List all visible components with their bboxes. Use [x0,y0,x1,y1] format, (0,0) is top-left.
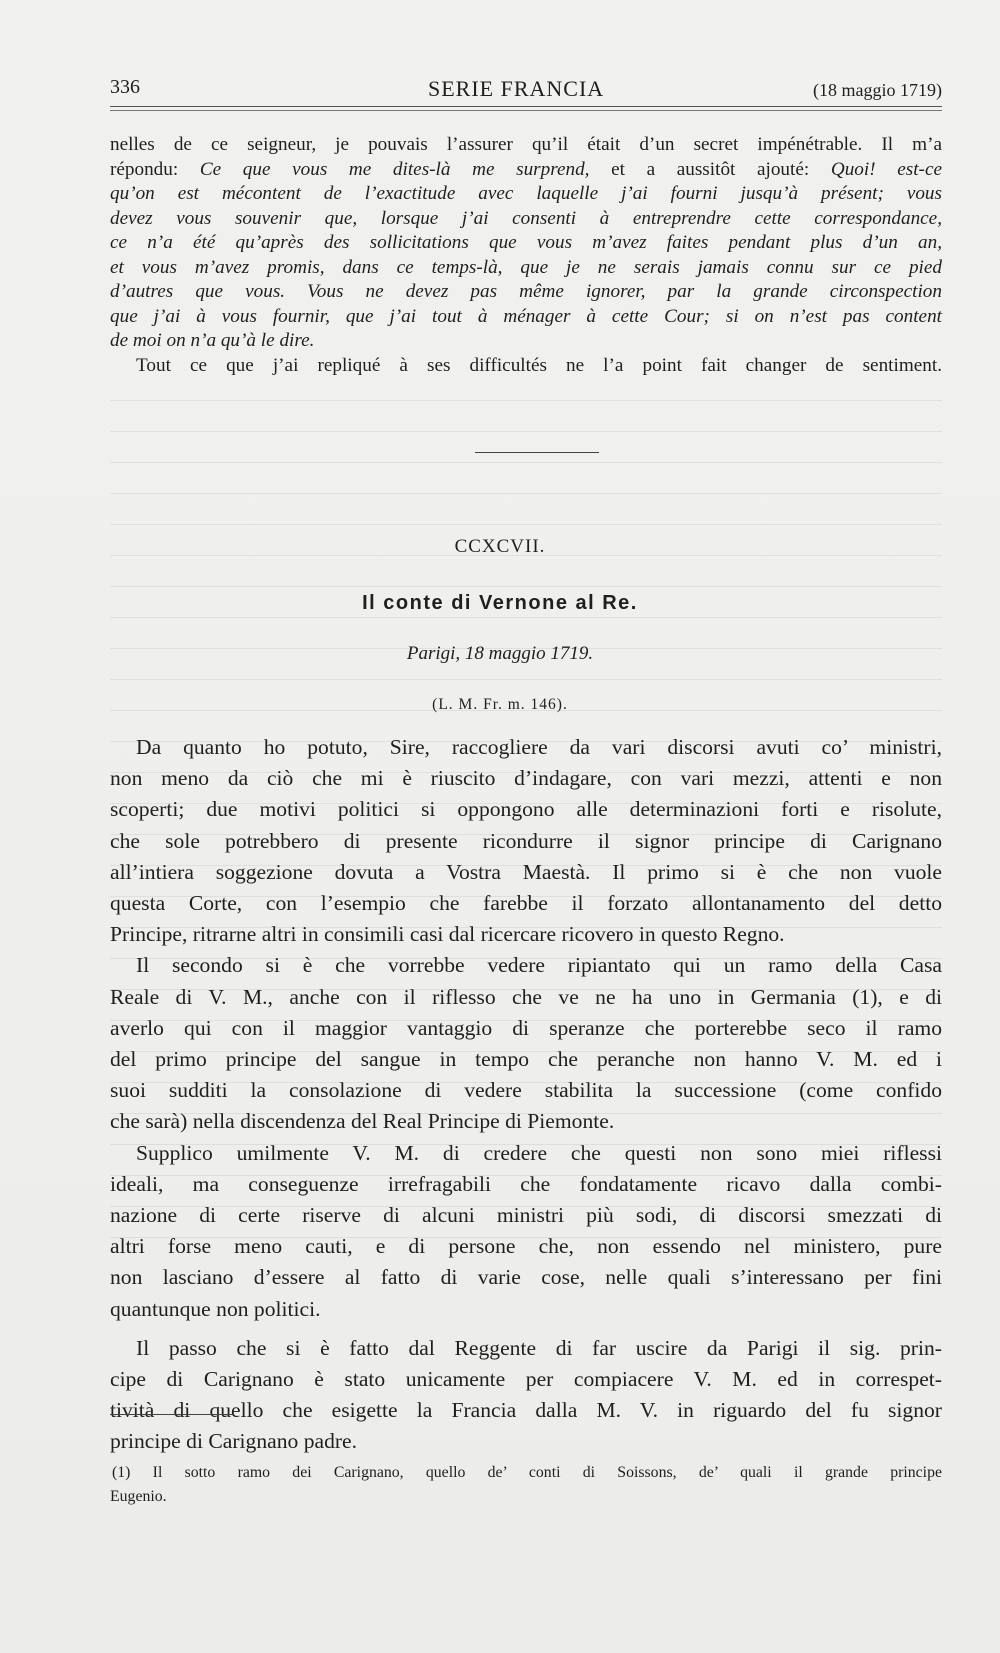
body-line: tività di quello che esigette la Francia dalla M. V. in riguardo del fu signor [110,1398,942,1423]
letter-body [110,732,942,1458]
body-line: non meno da ciò che mi è riuscito d’indagare, con vari mezzi, attenti e non [110,766,942,791]
header-rule [110,106,942,107]
document-number: CCXCVII. [454,536,546,557]
body-line: averlo qui con il maggior vantaggio di speranze che porterebbe seco il ramo [110,1015,942,1040]
document-title: Il conte di Vernone al Re. [362,592,638,614]
french-line: devez vous souvenir que, lorsque j’ai consenti à entreprendre cette correspondance, [110,207,942,229]
footnote-line: Eugenio. [110,1488,167,1505]
french-line: de moi on n’a qu’à le dire. [110,330,315,351]
body-line: che sole potrebbero di presente ricondurre il signor principe di Carignano [110,828,942,853]
body-line: nazione di certe riserve di alcuni ministri più sodi, di discorsi smezzati di [110,1203,942,1228]
body-line: questa Corte, con l’esempio che farebbe il forzato allontanamento del detto [110,891,942,916]
running-title: SERIE FRANCIA [428,76,605,101]
body-line: non lasciano d’essere al fatto di varie cose, nelle quali s’interessano per fini [110,1265,942,1290]
body-line: Da quanto ho potuto, Sire, raccogliere da vari discorsi avuti co’ ministri, [136,735,942,759]
footnote [110,1461,942,1509]
body-line: cipe di Carignano è stato unicamente per compiacere V. M. ed in correspet- [110,1367,942,1392]
body-line: Il secondo si è che vorrebbe vedere ripiantato qui un ramo della Casa [136,953,942,978]
french-line: répondu: Ce que vous me dites-là me surprend, et a aussitôt ajouté: Quoi! est-ce [110,158,942,180]
french-line: d’autres que vous. Vous ne devez pas même ignorer, par la grande circonspection [110,281,942,302]
body-line: suoi sudditi la consolazione di vedere stabilita la successione (come confido [110,1078,942,1103]
header-rule-secondary [110,110,942,111]
body-line: che sarà) nella discendenza del Real Principe di Piemonte. [110,1109,615,1134]
french-line: qu’on est mécontent de l’exactitude avec laquelle j’ai fourni jusqu’à présent; vous [110,183,942,204]
body-line: principe di Carignano padre. [110,1429,358,1454]
running-header [110,72,942,102]
document-place-date: Parigi, 18 maggio 1719. [406,643,594,664]
body-line: Supplico umilmente V. M. di credere che questi non sono miei riflessi [136,1140,942,1165]
french-passage [110,133,942,378]
section-separator [475,452,599,453]
body-line: Reale di V. M., anche con il riflesso che ve ne ha uno in Germania (1), e di [110,984,942,1009]
french-line: Tout ce que j’ai repliqué à ses difficultés ne l’a point fait changer de sentiment. [136,354,942,376]
header-date: (18 maggio 1719) [813,80,942,100]
body-line: ideali, ma conseguenze irrefragabili che fondatamente ricavo dalla combi- [110,1171,942,1196]
body-line: Il passo che si è fatto dal Reggente di far uscire da Parigi il sig. prin- [136,1335,942,1360]
body-line: all’intiera soggezione dovuta a Vostra Maestà. Il primo si è che non vuole [110,859,942,884]
french-line: nelles de ce seigneur, je pouvais l’assurer qu’il était d’un secret impénétrable. Il m’a [110,134,942,155]
document-source: (L. M. Fr. m. 146). [432,696,568,713]
body-line: quantunque non politici. [110,1296,321,1321]
body-line: scoperti; due motivi politici si oppongono alle determinazioni forti e risolute, [110,797,942,822]
french-line: ce n’a été qu’après des sollicitations que vous m’avez faites pendant plus d’un an, [110,232,942,253]
body-line: Principe, ritrarne altri in consimili casi dal ricercare ricovero in questo Regno. [110,922,785,947]
body-line: altri forse meno cauti, e di persone che, non essendo nel ministero, pure [110,1234,942,1259]
page-number: 336 [110,76,140,98]
french-line: et vous m’avez promis, dans ce temps-là, que je ne serais jamais connu sur ce pied [110,256,942,278]
footnote-rule [110,1414,234,1415]
body-line: del primo principe del sangue in tempo che peranche non hanno V. M. ed i [110,1047,942,1072]
footnote-line: (1) Il sotto ramo dei Carignano, quello de’ conti di Soissons, de’ quali il grande principe [112,1464,942,1481]
french-line: que j’ai à vous fournir, que j’ai tout à ménager à cette Cour; si on n’est pas content [110,305,942,327]
